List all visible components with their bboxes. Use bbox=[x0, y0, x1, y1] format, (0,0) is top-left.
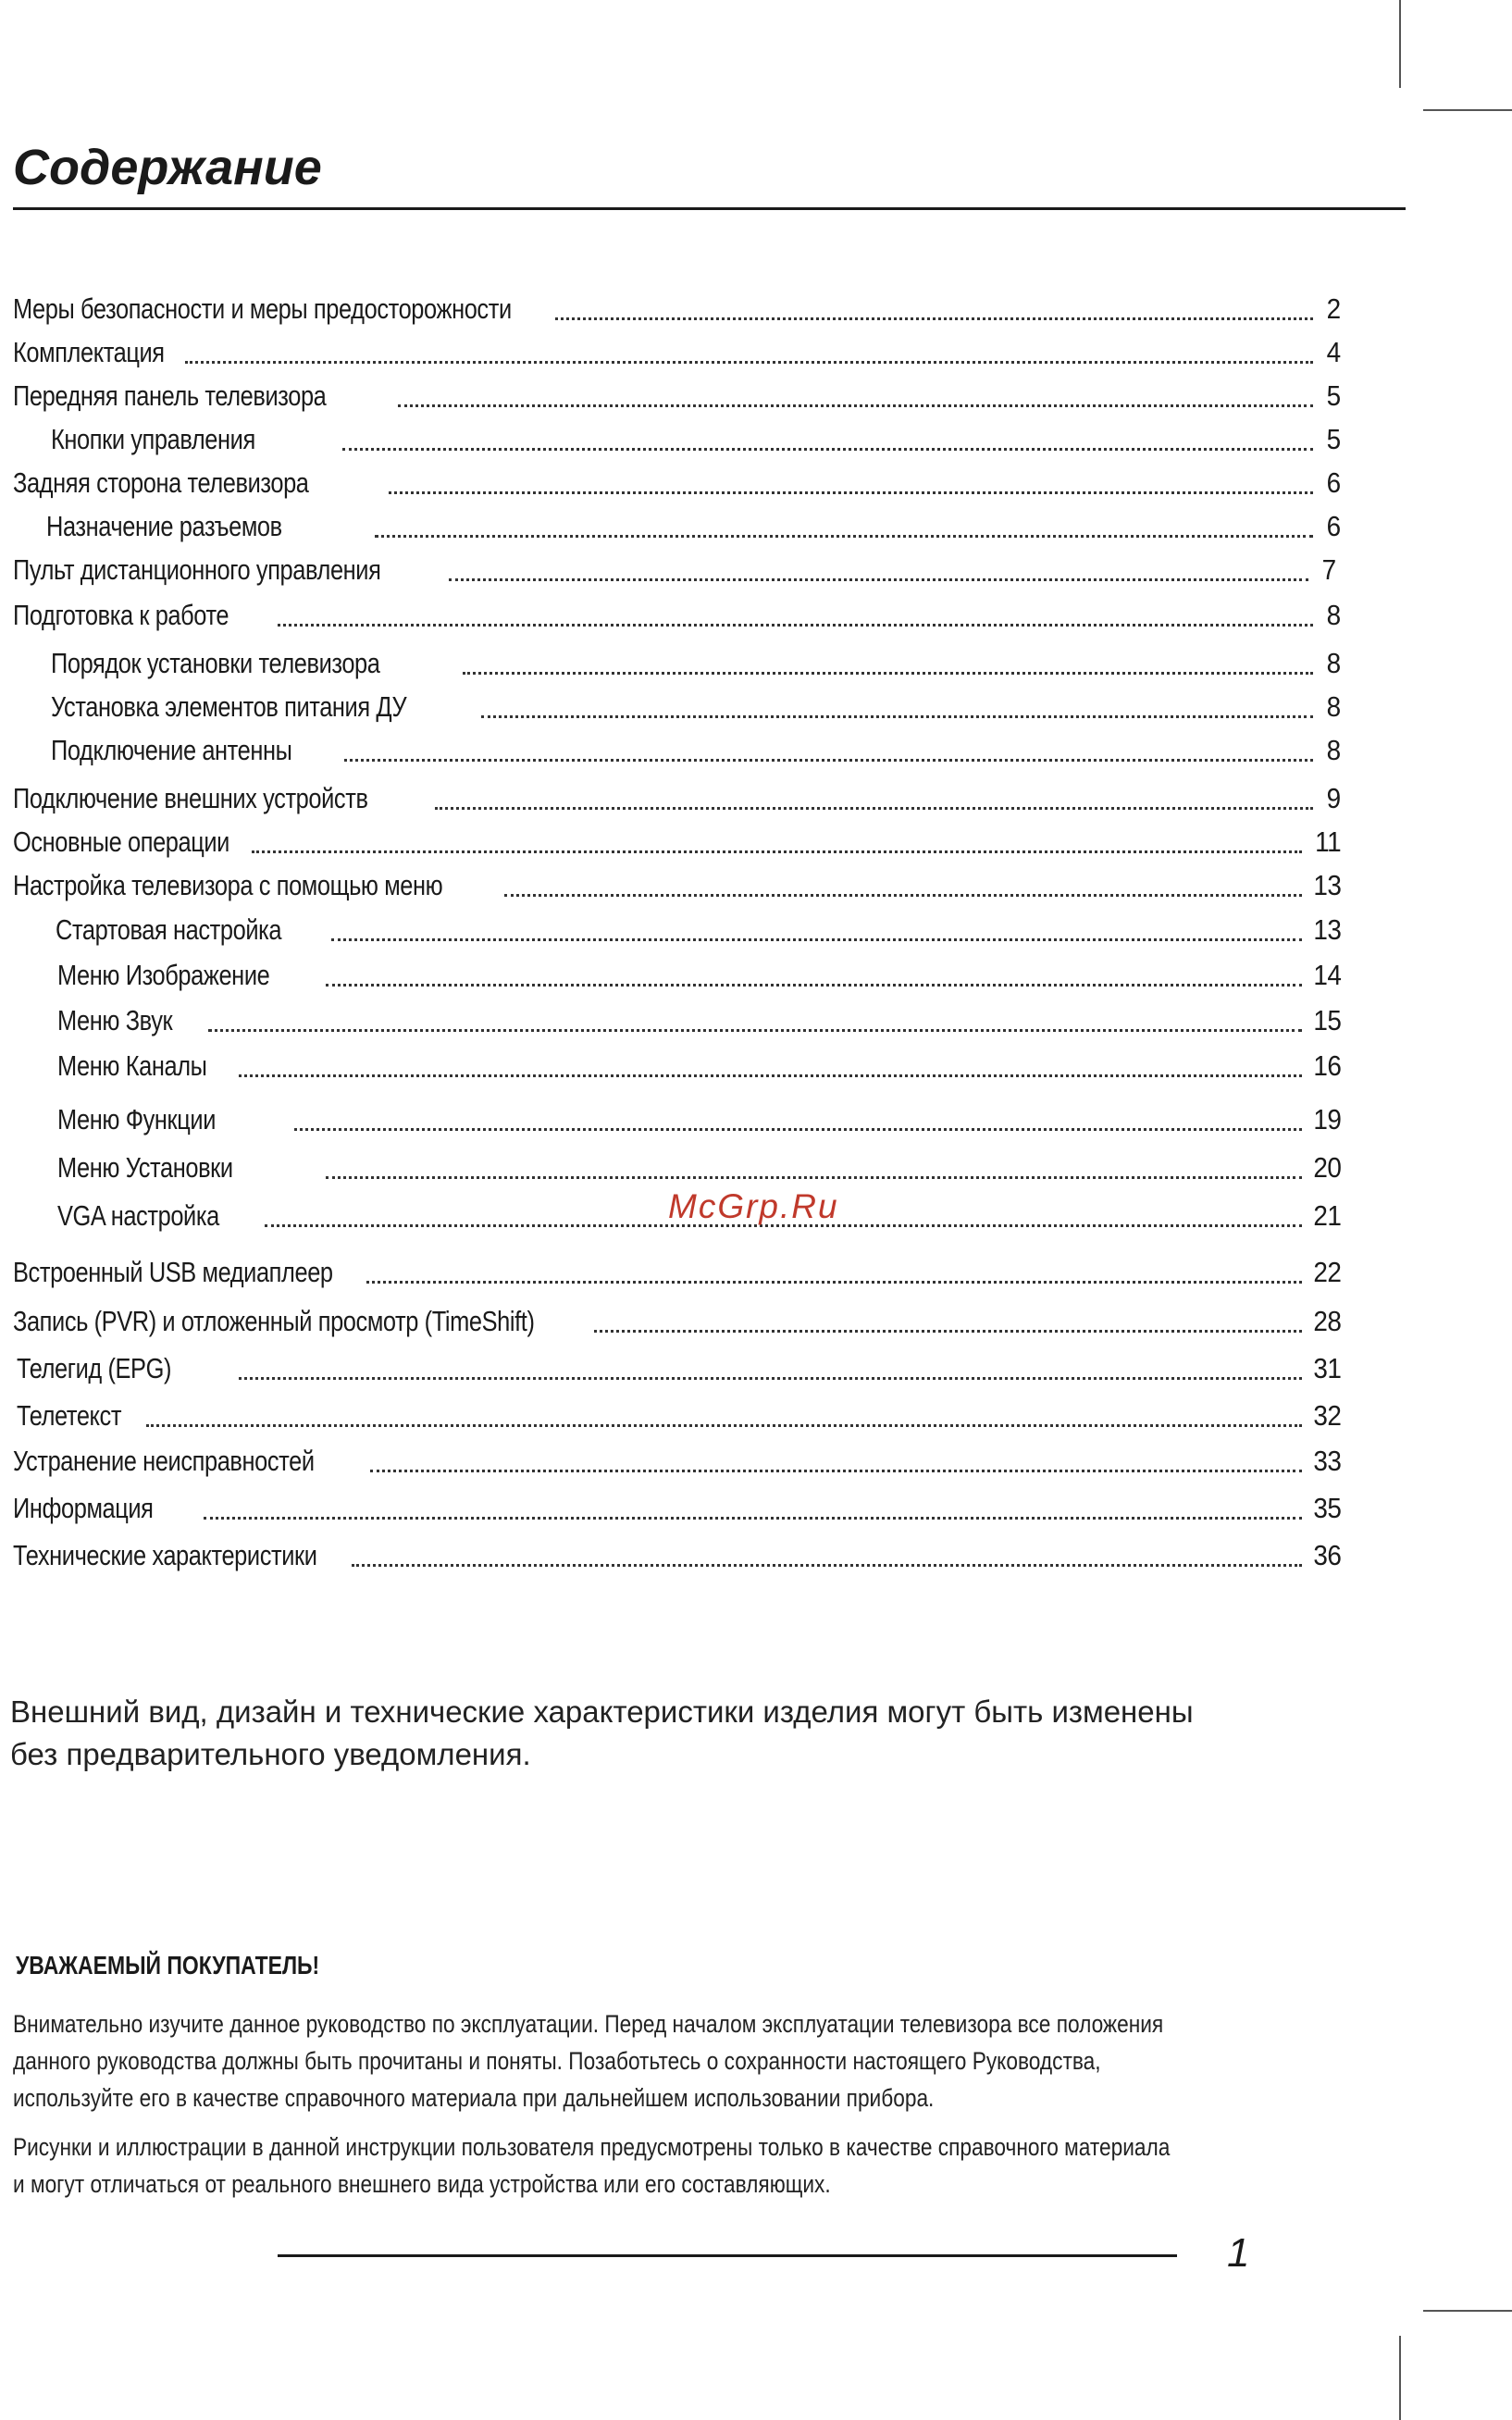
toc-entry-label: Меню Изображение bbox=[57, 959, 270, 991]
toc-entry-label: Технические характеристики bbox=[13, 1539, 317, 1571]
toc-entry-page: 13 bbox=[1312, 913, 1341, 946]
toc-entry-label: Основные операции bbox=[13, 825, 229, 858]
footer-rule bbox=[278, 2254, 1177, 2257]
toc-entry-label: Пульт дистанционного управления bbox=[13, 553, 381, 586]
toc-entry-page: 8 bbox=[1326, 599, 1341, 631]
toc-dot-leader bbox=[594, 1330, 1302, 1333]
toc-entry bbox=[51, 687, 1341, 724]
toc-entry-label: Запись (PVR) и отложенный просмотр (TimeShift) bbox=[13, 1305, 535, 1337]
toc-entry-label: Порядок установки телевизора bbox=[51, 647, 380, 679]
toc-entry bbox=[17, 1348, 1341, 1385]
toc-entry-label: VGA настройка bbox=[57, 1199, 219, 1232]
toc-entry-label: Назначение разъемов bbox=[46, 510, 282, 542]
toc-dot-leader bbox=[239, 1074, 1302, 1077]
toc-entry bbox=[57, 1000, 1341, 1037]
toc-dot-leader bbox=[146, 1424, 1302, 1427]
toc-entry bbox=[51, 643, 1341, 680]
toc-entry-page: 19 bbox=[1312, 1103, 1341, 1136]
toc-entry-page: 6 bbox=[1326, 466, 1341, 499]
toc-dot-leader bbox=[204, 1517, 1302, 1520]
toc-entry-label: Информация bbox=[13, 1492, 154, 1524]
toc-entry-page: 2 bbox=[1326, 292, 1341, 325]
toc-entry bbox=[13, 778, 1341, 815]
toc-entry-label: Меню Функции bbox=[57, 1103, 217, 1136]
toc-entry-page: 31 bbox=[1312, 1352, 1341, 1384]
toc-entry bbox=[13, 595, 1341, 632]
toc-dot-leader bbox=[435, 807, 1313, 810]
toc-entry-label: Встроенный USB медиаплеер bbox=[13, 1256, 333, 1288]
toc-entry-page: 28 bbox=[1312, 1305, 1341, 1337]
toc-dot-leader bbox=[463, 672, 1313, 675]
crop-mark-bottom-vertical bbox=[1399, 2336, 1401, 2420]
toc-entry bbox=[51, 730, 1341, 767]
toc-dot-leader bbox=[294, 1128, 1302, 1131]
toc-entry-page: 13 bbox=[1312, 869, 1341, 901]
toc-entry bbox=[13, 1535, 1341, 1572]
customer-paragraph-2 bbox=[13, 2128, 1170, 2203]
toc-entry-page: 7 bbox=[1321, 553, 1336, 586]
toc-entry-page: 14 bbox=[1312, 959, 1341, 991]
toc-entry-page: 8 bbox=[1326, 734, 1341, 766]
toc-entry-page: 4 bbox=[1326, 336, 1341, 368]
toc-entry bbox=[46, 506, 1341, 543]
toc-entry-page: 8 bbox=[1326, 647, 1341, 679]
paragraph-line: Рисунки и иллюстрации в данной инструкции пользователя предусмотрены только в качестве справочного материала bbox=[13, 2133, 1171, 2161]
toc-entry-label: Установка элементов питания ДУ bbox=[51, 690, 407, 723]
toc-entry bbox=[13, 289, 1341, 326]
toc-dot-leader bbox=[366, 1281, 1302, 1284]
toc-dot-leader bbox=[555, 317, 1313, 320]
toc-dot-leader bbox=[208, 1029, 1302, 1032]
toc-entry bbox=[13, 550, 1336, 587]
toc-dot-leader bbox=[389, 491, 1313, 494]
toc-entry-page: 36 bbox=[1312, 1539, 1341, 1571]
notice-line-1: Внешний вид, дизайн и технические характеристики изделия могут быть изменены bbox=[10, 1694, 1194, 1729]
design-change-notice bbox=[10, 1691, 1380, 1776]
page-number: 1 bbox=[1227, 2230, 1250, 2276]
toc-entry bbox=[13, 332, 1341, 369]
toc-entry-page: 11 bbox=[1314, 825, 1341, 858]
toc-entry-label: Телетекст bbox=[17, 1399, 122, 1432]
toc-entry-label: Меню Установки bbox=[57, 1151, 233, 1184]
toc-entry-page: 32 bbox=[1312, 1399, 1341, 1432]
toc-entry-label: Меню Каналы bbox=[57, 1049, 207, 1082]
crop-mark-top-horizontal bbox=[1423, 109, 1512, 111]
toc-entry bbox=[13, 1252, 1341, 1289]
toc-dot-leader bbox=[326, 1176, 1302, 1179]
toc-entry bbox=[13, 1441, 1341, 1478]
watermark: McGrp.Ru bbox=[668, 1187, 839, 1225]
toc-dot-leader bbox=[344, 759, 1313, 762]
toc-entry-page: 22 bbox=[1312, 1256, 1341, 1288]
toc-entry-label: Стартовая настройка bbox=[56, 913, 282, 946]
toc-entry bbox=[13, 1301, 1341, 1338]
toc-dot-leader bbox=[331, 938, 1302, 941]
crop-mark-top-vertical bbox=[1399, 0, 1401, 88]
toc-dot-leader bbox=[398, 404, 1313, 407]
toc-dot-leader bbox=[239, 1377, 1302, 1380]
toc-dot-leader bbox=[481, 715, 1313, 718]
toc-entry-label: Устранение неисправностей bbox=[13, 1445, 315, 1477]
toc-entry bbox=[13, 463, 1341, 500]
toc-entry-label: Подключение внешних устройств bbox=[13, 782, 368, 814]
toc-entry-page: 5 bbox=[1326, 379, 1341, 412]
toc-entry-label: Задняя сторона телевизора bbox=[13, 466, 309, 499]
toc-entry-page: 6 bbox=[1326, 510, 1341, 542]
toc-entry bbox=[17, 1396, 1341, 1433]
toc-entry-page: 15 bbox=[1312, 1004, 1341, 1036]
toc-dot-leader bbox=[252, 850, 1302, 853]
toc-entry-label: Настройка телевизора с помощью меню bbox=[13, 869, 443, 901]
toc-entry bbox=[57, 1046, 1341, 1083]
toc-entry bbox=[57, 955, 1341, 992]
toc-entry-label: Комплектация bbox=[13, 336, 165, 368]
toc-dot-leader bbox=[352, 1564, 1302, 1567]
toc-entry-label: Меры безопасности и меры предосторожности bbox=[13, 292, 512, 325]
toc-entry bbox=[13, 376, 1341, 413]
toc-dot-leader bbox=[504, 894, 1302, 897]
toc-entry bbox=[56, 910, 1341, 947]
toc-entry bbox=[13, 1488, 1341, 1525]
toc-dot-leader bbox=[342, 448, 1313, 451]
toc-entry-page: 20 bbox=[1312, 1151, 1341, 1184]
toc-entry-page: 16 bbox=[1312, 1049, 1341, 1082]
toc-entry bbox=[57, 1148, 1341, 1185]
toc-entry-label: Подключение антенны bbox=[51, 734, 292, 766]
page-title: Содержание bbox=[13, 140, 322, 195]
notice-line-2: без предварительного уведомления. bbox=[10, 1737, 531, 1771]
toc-entry-page: 5 bbox=[1326, 423, 1341, 455]
toc-entry bbox=[51, 419, 1341, 456]
crop-mark-bottom-horizontal bbox=[1423, 2310, 1512, 2312]
toc-dot-leader bbox=[278, 624, 1313, 627]
toc-dot-leader bbox=[449, 578, 1308, 581]
toc-entry-label: Подготовка к работе bbox=[13, 599, 229, 631]
customer-heading: УВАЖАЕМЫЙ ПОКУПАТЕЛЬ! bbox=[16, 1951, 320, 1979]
toc-entry-page: 33 bbox=[1312, 1445, 1341, 1477]
paragraph-line: и могут отличаться от реального внешнего вида устройства или его составляющих. bbox=[13, 2170, 831, 2198]
toc-entry-label: Телегид (EPG) bbox=[17, 1352, 172, 1384]
toc-entry-label: Кнопки управления bbox=[51, 423, 255, 455]
customer-paragraph-1 bbox=[13, 2005, 1163, 2116]
toc-entry-label: Меню Звук bbox=[57, 1004, 173, 1036]
toc-entry-page: 9 bbox=[1326, 782, 1341, 814]
toc-entry-label: Передняя панель телевизора bbox=[13, 379, 327, 412]
toc-entry-page: 35 bbox=[1312, 1492, 1341, 1524]
toc-dot-leader bbox=[185, 361, 1313, 364]
paragraph-line: данного руководства должны быть прочитаны и поняты. Позаботьтесь о сохранности настоящего Руководства, bbox=[13, 2047, 1101, 2075]
toc-dot-leader bbox=[326, 984, 1302, 987]
toc-entry bbox=[13, 822, 1341, 859]
toc-entry-page: 8 bbox=[1326, 690, 1341, 723]
toc-entry bbox=[57, 1099, 1341, 1136]
toc-entry-page: 21 bbox=[1312, 1199, 1341, 1232]
toc-entry bbox=[13, 865, 1341, 902]
title-rule bbox=[13, 207, 1406, 210]
paragraph-line: используйте его в качестве справочного материала при дальнейшем использовании прибора. bbox=[13, 2084, 935, 2112]
toc-dot-leader bbox=[370, 1470, 1302, 1472]
paragraph-line: Внимательно изучите данное руководство по эксплуатации. Перед началом эксплуатации телевизора все положения bbox=[13, 2010, 1164, 2038]
toc-dot-leader bbox=[375, 535, 1313, 538]
